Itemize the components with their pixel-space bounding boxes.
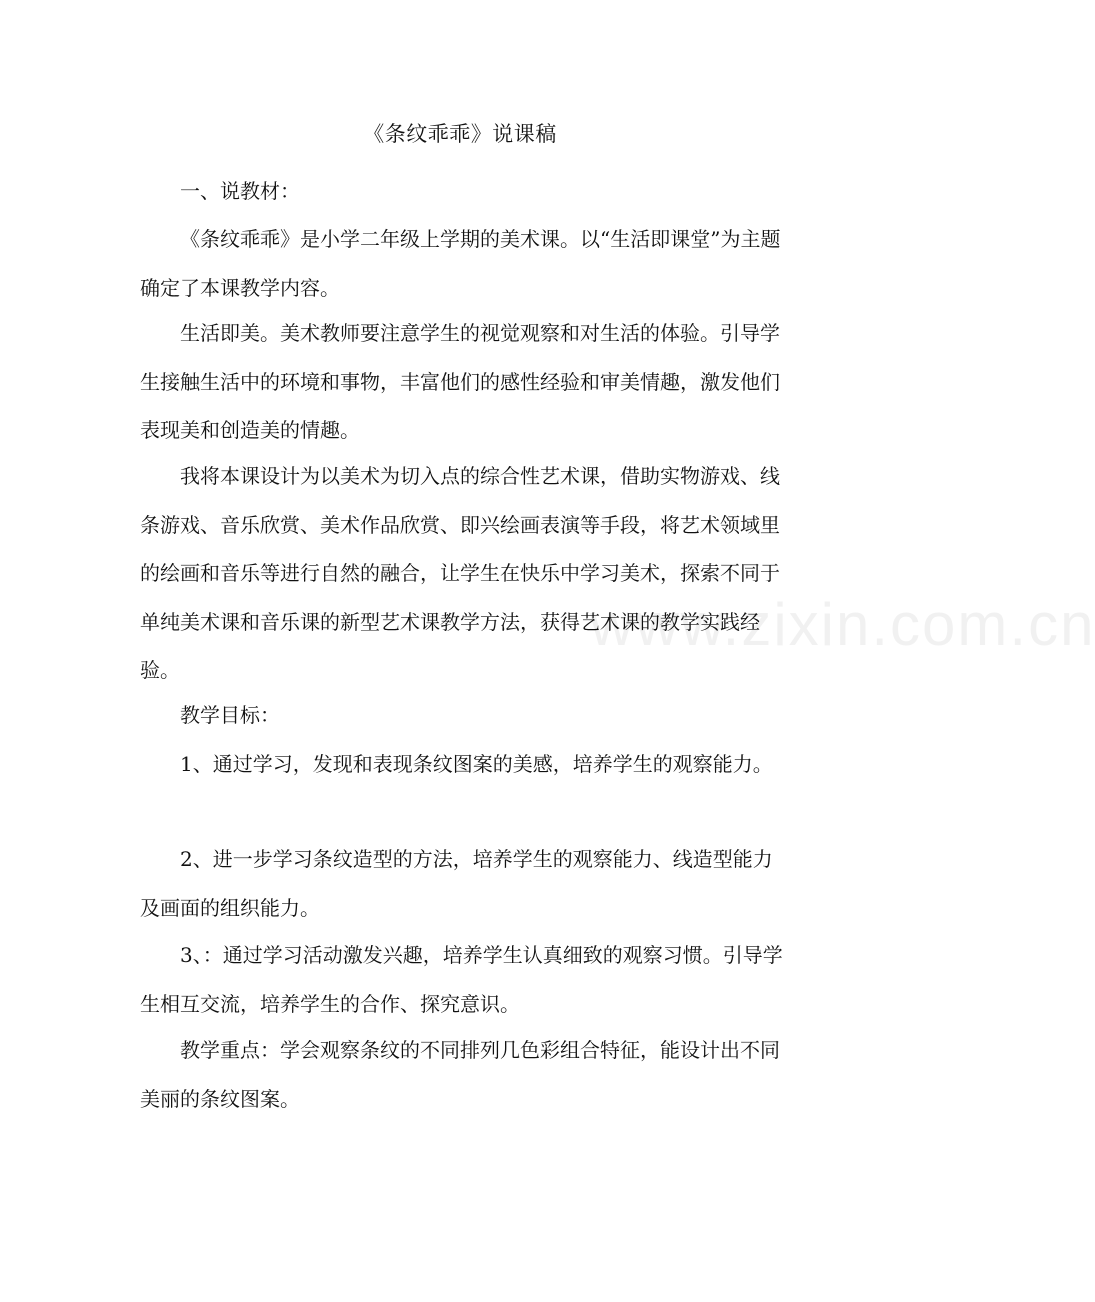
watermark: www.zixin.com.cn xyxy=(590,591,1095,658)
objective-2: 2、进一步学习条纹造型的方法，培养学生的观察能力、线造型能力及画面的组织能力。 xyxy=(140,847,773,920)
section-heading-textbook: 一、说教材： xyxy=(180,179,300,203)
paragraph-intro: 《条纹乖乖》是小学二年级上学期的美术课。以“生活即课堂”为主题确定了本课教学内容。 xyxy=(140,227,781,300)
paragraph-life-is-beauty: 生活即美。美术教师要注意学生的视觉观察和对生活的体验。引导学生接触生活中的环境和事物，丰富他们的感性经验和审美情趣，激发他们表现美和创造美的情趣。 xyxy=(140,321,780,442)
objective-3: 3、：通过学习活动激发兴趣，培养学生认真细致的观察习惯。引导学生相互交流，培养学生的合作、探究意识。 xyxy=(140,943,783,1016)
objective-1: 1、通过学习，发现和表现条纹图案的美感，培养学生的观察能力。 xyxy=(180,752,773,776)
paragraph-course-design: 我将本课设计为以美术为切入点的综合性艺术课，借助实物游戏、线条游戏、音乐欣赏、美术作品欣赏、即兴绘画表演等手段，将艺术领域里的绘画和音乐等进行自然的融合，让学生在快乐中学习美术，探索不同于单纯美术课和音乐课的新型艺术课教学方法，获得艺术课的教学实践经验。 xyxy=(140,464,780,682)
teaching-focus: 教学重点：学会观察条纹的不同排列几色彩组合特征，能设计出不同美丽的条纹图案。 xyxy=(140,1038,780,1111)
document-title: 《条纹乖乖》说课稿 xyxy=(363,122,557,146)
section-heading-objectives: 教学目标： xyxy=(180,703,280,727)
